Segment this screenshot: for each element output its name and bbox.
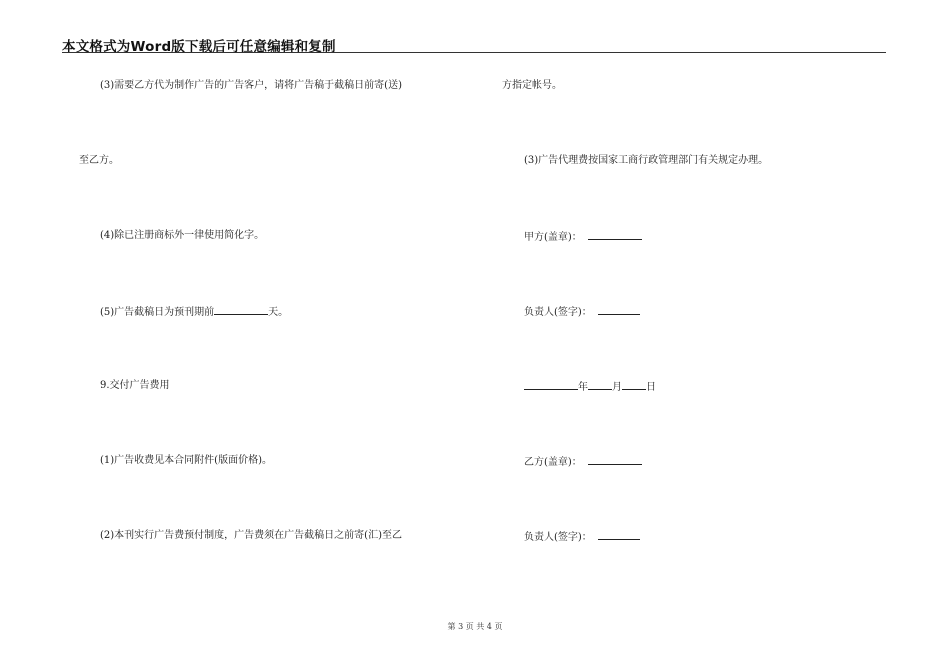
clause-3-material-continuation: 至乙方。 [79, 155, 119, 166]
day-blank [622, 379, 646, 390]
fee-clause-2: (2)本刊实行广告费预付制度，广告费须在广告截稿日之前寄(汇)至乙 [100, 530, 402, 541]
party-b-signatory-blank [598, 529, 640, 540]
days-blank-field [214, 304, 268, 315]
month-blank [588, 379, 612, 390]
fee-clause-1: (1)广告收费见本合同附件(版面价格)。 [100, 455, 272, 466]
party-a-seal-line [524, 229, 642, 245]
party-a-seal-label: 甲方(盖章)： [524, 232, 582, 243]
party-a-signatory-label: 负责人(签字)： [524, 307, 592, 318]
year-blank [524, 379, 578, 390]
clause-3-material-line: (3)需要乙方代为制作广告的广告客户，请将广告稿于截稿日前寄(送) [100, 80, 402, 91]
fee-clause-2-continuation: 方指定帐号。 [502, 80, 562, 91]
clause-5-deadline [100, 304, 288, 320]
document-header-title: 本文格式为Word版下载后可任意编辑和复制 [62, 39, 336, 55]
year-label: 年 [578, 382, 588, 393]
clause-5-text-after: 天。 [268, 307, 289, 318]
clause-5-text-before: (5)广告截稿日为预刊期前 [100, 307, 215, 318]
party-b-seal-label: 乙方(盖章)： [524, 457, 582, 468]
day-label: 日 [646, 382, 656, 393]
party-b-signatory-label: 负责人(签字)： [524, 532, 592, 543]
party-a-signatory-blank [598, 304, 640, 315]
fee-clause-3-agency: (3)广告代理费按国家工商行政管理部门有关规定办理。 [524, 155, 769, 166]
party-b-seal-line [524, 454, 642, 470]
party-b-seal-blank [588, 454, 642, 465]
section-9-heading: 9.交付广告费用 [100, 380, 170, 391]
clause-4-simplified-chars: (4)除已注册商标外一律使用简化字。 [100, 230, 265, 241]
signing-date-line [524, 379, 656, 395]
party-a-signatory-line [524, 304, 640, 320]
party-b-signatory-line [524, 529, 640, 545]
party-a-seal-blank [588, 229, 642, 240]
header-divider [62, 52, 886, 53]
page-number-footer: 第 3 页 共 4 页 [447, 622, 503, 631]
month-label: 月 [612, 382, 622, 393]
